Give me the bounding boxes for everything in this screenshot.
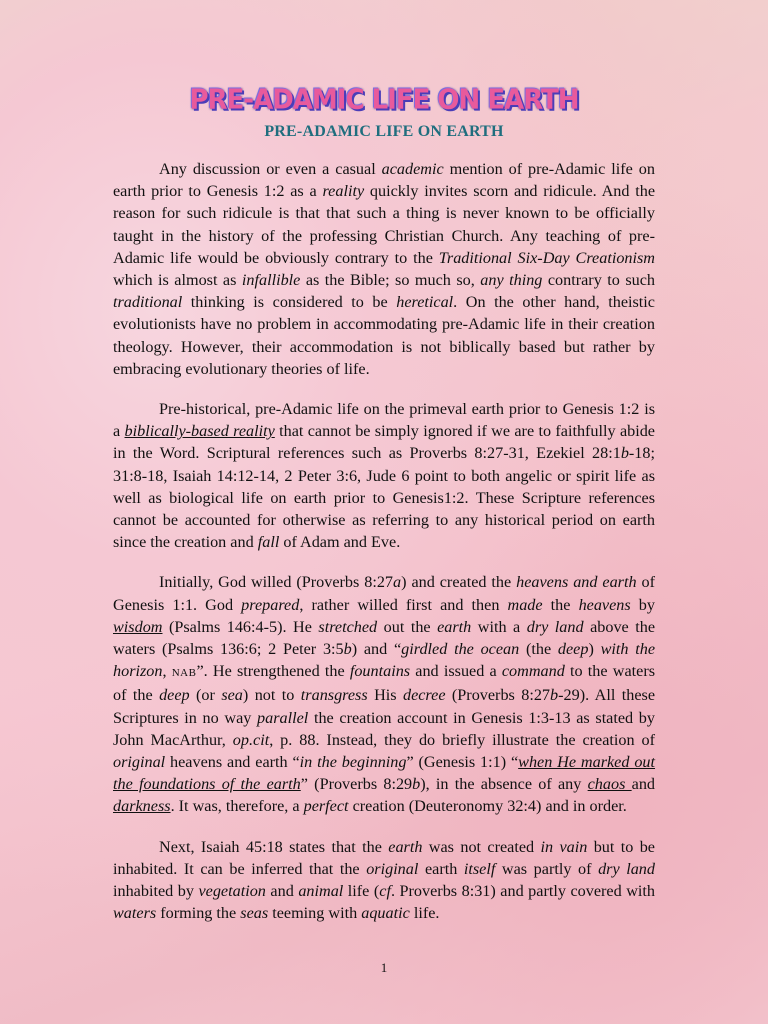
para3-run: by <box>630 595 655 614</box>
para3-run: chaos <box>587 775 632 794</box>
para4-run: seas <box>240 904 269 923</box>
para3-run: -29). All these Scriptures in no way <box>113 686 655 727</box>
para4-run: forming the <box>156 904 241 923</box>
paragraph-3 <box>113 571 655 817</box>
para4-run: . Proverbs 8:31) and partly covered with <box>390 882 655 901</box>
para3-run: decree <box>402 686 446 705</box>
para3-run: (or <box>189 686 222 705</box>
para3-run: Initially, God willed (Proverbs 8:27 <box>159 573 394 592</box>
decorative-title: PRE-ADAMIC LIFE ON EARTH <box>189 84 579 116</box>
para3-run: deep <box>557 640 589 659</box>
para2-run: b <box>620 444 629 463</box>
para3-run: ” (Genesis 1:1) “ <box>406 753 519 772</box>
para3-run: with a <box>471 617 527 636</box>
para3-run: parallel <box>257 708 309 727</box>
para3-run: dry land <box>526 617 584 636</box>
para3-run: (Proverbs 8:27 <box>445 686 551 705</box>
para4-run: waters <box>113 904 157 923</box>
para4-run: was partly of <box>495 859 599 878</box>
para4-run: original <box>366 859 419 878</box>
paragraph-4 <box>113 836 655 925</box>
para3-run: b <box>550 686 559 705</box>
para3-run: transgress <box>300 686 368 705</box>
document-title: PRE-ADAMIC LIFE ON EARTH <box>264 123 504 140</box>
paragraph-2 <box>113 398 655 553</box>
para3-run: darkness <box>113 797 171 816</box>
para4-run: vegetation <box>198 882 266 901</box>
para3-run: made <box>507 595 543 614</box>
para3-run: op.cit <box>232 730 270 749</box>
para1-run: as the Bible; so much so, <box>300 271 481 290</box>
para3-run: , <box>162 662 172 681</box>
para1-run: infallible <box>241 271 301 290</box>
para2-run: that cannot be simply ignored if we are to faithfully abide in the Word. Scriptural references such as Proverbs 8:27-31, Ezekiel 28:1 <box>113 422 655 463</box>
para1-run: contrary to such <box>542 271 655 290</box>
para2-run: of Adam and Eve. <box>279 533 401 552</box>
para4-run: teeming with <box>268 904 362 923</box>
para3-run: to the waters of the <box>113 662 656 705</box>
para1-run: mention of pre-Adamic life on earth prior to Genesis 1:2 as a <box>113 160 655 201</box>
para3-run: creation (Deuteronomy 32:4) and in order. <box>348 797 627 816</box>
para3-run: sea <box>221 686 243 705</box>
para4-run: animal <box>298 882 344 901</box>
para3-run: stretched <box>318 617 378 636</box>
para1-run: which is almost as <box>113 271 242 290</box>
para3-run: command <box>501 662 565 681</box>
para3-run: out the <box>377 617 438 636</box>
para4-run: and <box>265 882 299 901</box>
para1-run: quickly invites scorn and ridicule. And the reason for such ridicule is that that such a thing is never known to be officially taught in the history of the professing Christian Church. Any teaching of pre-Adamic life would be obviously contrary to the <box>113 182 656 267</box>
para4-run: Next, Isaiah 45:18 states that the <box>159 837 389 856</box>
para3-run: of Genesis 1:1. God <box>113 573 655 614</box>
para1-run: reality <box>322 182 365 201</box>
para3-run: girdled the ocean <box>401 640 520 659</box>
document-page <box>113 84 655 943</box>
para1-run: any thing <box>480 271 543 290</box>
para3-run: His <box>367 686 403 705</box>
para3-run: above the waters (Psalms 136:6; 2 Peter 3:5 <box>113 617 656 659</box>
para4-run: earth <box>388 837 423 856</box>
para3-run: perfect <box>303 797 349 816</box>
para1-run: Traditional Six-Day Creationism <box>438 248 655 267</box>
para3-run: , rather willed first and then <box>299 595 508 614</box>
paragraph-1 <box>113 158 655 380</box>
para3-run: b <box>343 640 352 659</box>
para3-run: ) not to <box>242 686 301 705</box>
para1-run: academic <box>381 160 444 178</box>
para3-run: heavens and earth “ <box>165 753 300 772</box>
para3-run: prepared <box>241 595 300 614</box>
para3-run: (Psalms 146:4-5). He <box>162 617 319 636</box>
para3-run: a <box>393 573 402 592</box>
para3-run: deep <box>159 686 190 705</box>
para3-run: ) <box>588 640 601 659</box>
para1-run: traditional <box>113 293 183 312</box>
para3-run: heavens and earth <box>516 573 637 592</box>
para3-run: ”. He strengthened the <box>196 662 350 681</box>
para4-run: earth <box>418 859 464 878</box>
para4-run: cf <box>379 882 391 901</box>
para3-run: . It was, therefore, a <box>170 797 304 816</box>
para1-run: heretical <box>396 293 454 312</box>
para3-run: ) and created the <box>401 573 517 592</box>
para3-run: original <box>113 753 166 772</box>
para3-run: the creation account in Genesis 1:3-13 as stated by John MacArthur, <box>113 708 655 749</box>
para3-run: when He marked out the foundations of the earth <box>113 753 656 794</box>
para3-run: ), in the absence of any <box>420 775 588 794</box>
para3-run: wisdom <box>113 617 163 636</box>
para1-run: . On the other hand, theistic evolutionists have no problem in accommodating pre-Adamic life in their creation theology. However, their accommodation is not biblically based but rather by embracing evolutionary theories of life. <box>113 293 655 378</box>
page-number: 1 <box>380 960 388 975</box>
para3-run: heavens <box>578 595 631 614</box>
para2-run: -18; 31:8-18, Isaiah 14:12-14, 2 Peter 3:6, Jude 6 point to both angelic or spirit life as well as biological life on earth prior to Genesis1:2. These Scripture references cannot be accounted for otherwise as referring to any historical period on earth since the creation and <box>113 444 655 552</box>
para4-run: was not created <box>422 837 541 856</box>
para3-run: in the beginning <box>299 753 407 772</box>
para1-run: thinking is considered to be <box>182 293 397 312</box>
para2-run: Pre-historical, pre-Adamic life on the primeval earth prior to Genesis 1:2 is a <box>113 400 655 441</box>
para3-run: with the horizon <box>113 640 656 681</box>
para4-run: life. <box>409 904 440 923</box>
para3-run: ) and “ <box>351 640 402 659</box>
para3-run: fountains <box>349 662 411 681</box>
para4-run: in vain <box>540 837 588 856</box>
para4-run: but to be inhabited. It can be inferred that the <box>113 837 655 878</box>
para3-run: NAB <box>171 667 197 680</box>
para2-run: biblically-based reality <box>124 422 275 441</box>
para3-run: and issued a <box>410 662 502 681</box>
para3-run: b <box>412 775 421 794</box>
para4-run: dry land <box>598 859 655 878</box>
para3-run: earth <box>437 617 472 636</box>
para3-run: and <box>631 775 656 794</box>
para4-run: aquatic <box>361 904 410 923</box>
para4-run: itself <box>463 859 496 878</box>
para3-run: ” (Proverbs 8:29 <box>300 775 413 794</box>
para2-run: fall <box>257 533 280 552</box>
para3-run: (the <box>519 640 558 659</box>
para1-run: Any discussion or even a casual <box>159 160 382 178</box>
para3-run: , p. 88. Instead, they do briefly illustrate the creation of <box>269 730 655 749</box>
para3-run: the <box>542 595 579 614</box>
para4-run: life ( <box>343 882 380 901</box>
para4-run: inhabited by <box>113 882 199 901</box>
